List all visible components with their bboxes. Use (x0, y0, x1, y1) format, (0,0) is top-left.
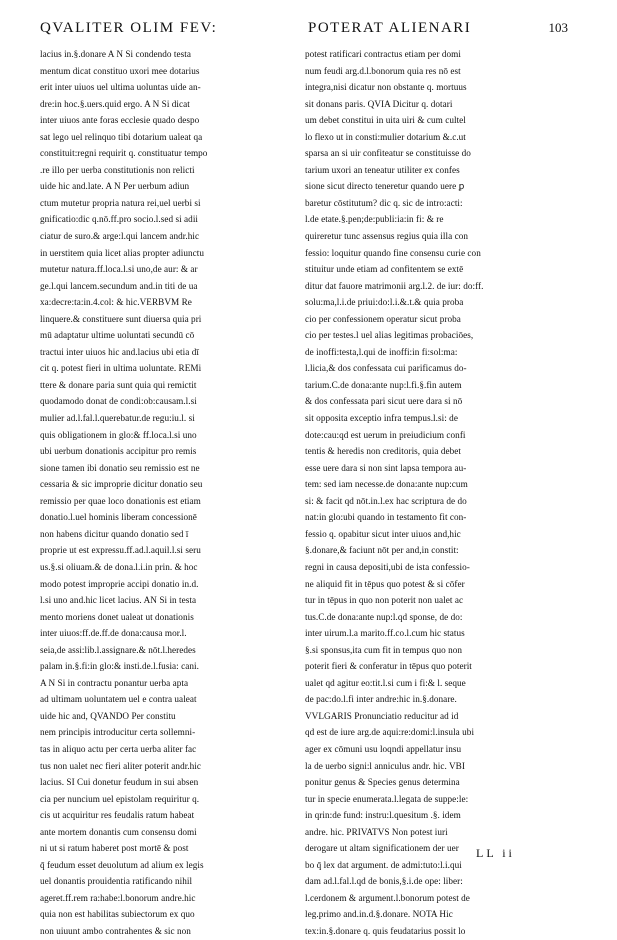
text-line: modo potest improprie accipi donatio in.d. (40, 578, 199, 589)
text-line: mutetur natura.ff.loca.l.si uno,de aur: & ar (40, 264, 198, 275)
text-line: lacius. SI Cui donetur feudum in sui absen (40, 777, 199, 788)
text-line: derogare ut altam significationem der uer (305, 843, 459, 854)
text-line: nem principis introducitur certa sollemni- (40, 727, 196, 738)
text-line: cessaria & sic improprie dicitur donatio seu (40, 479, 203, 490)
text-line: l.licia,& dos confessata cui parificamus do- (305, 363, 467, 374)
text-line: fessio q. opabitur sicut inter uiuos and,hic (305, 528, 461, 539)
text-line: inter uiuos ante foras ecclesie quado despo (40, 115, 200, 126)
text-line: donatio.l.uel hominis liberam concessionē (40, 512, 197, 523)
running-head-left: QVALITER OLIM FEV: (40, 20, 218, 36)
text-line: palam in.§.fi:in glo:& insti.de.l.fusia: cani. (40, 661, 199, 672)
text-line: tas in aliquo actu per certa uerba aliter fac (40, 743, 197, 754)
text-line: nat:in glo:ubi quando in testamento fit con- (305, 512, 467, 523)
text-line: num feudi arg.d.l.bonorum quia res nō est (305, 65, 461, 76)
text-line: esse uere dara si non sint lapsa tempora au- (305, 462, 467, 473)
text-line: tem: sed iam necesse.de dona:ante nup:cum (305, 479, 468, 490)
text-line: sione sicut directo teneretur quando uere ꝑ (305, 181, 465, 192)
text-line: sat lego uel relinquo tibi dotarium ualeat qa (40, 131, 203, 142)
text-line: bo q̄ lex dat argument. de admi:tuto:l.i.qui (305, 859, 462, 870)
text-line: uide hic and.late. A N Per uerbum adiun (40, 181, 190, 192)
text-line: constituit:regni requirit q. constituatur tempo (40, 148, 208, 159)
signature-mark: LL ii (476, 846, 515, 860)
text-line: q̄ feudum esset deuolutum ad alium ex legis (40, 859, 204, 870)
text-line: in uerstitem quia licet alias propter adiunctu (40, 247, 205, 258)
text-line: tus.C.de dona:ante nup:l.qd sponse, de do: (305, 611, 463, 622)
text-line: ge.l.qui lancem.secundum and.in titi de ua (40, 280, 198, 291)
text-line: proprie ut est expressu.ff.ad.l.aquil.l.si seru (40, 545, 201, 556)
text-line: dam ad.l.fal.l.qd de bonis,§.i.de ope: liber: (305, 876, 463, 887)
text-line: tur in tēpus in quo non poterit non ualet ac (305, 595, 464, 606)
text-line: .re illo per uerba constitutionis non relicti (40, 164, 195, 175)
text-line: de pac:do.l.fi inter andre:hic in.§.donare. (305, 694, 457, 705)
text-line: ne aliquid fit in tēpus quo potest & si cōfer (305, 578, 465, 589)
text-line: sione tamen ibi donatio seu remissio est ne (40, 462, 200, 473)
text-line: lacius in.§.donare A N Si condendo testa (40, 49, 192, 59)
text-line: sit donans paris. QVIA Dicitur q. dotari (305, 98, 453, 109)
text-line: & dos confessata pari sicut uere dara si nō (305, 396, 463, 407)
text-line: cia per nuncium uel epistolam requiritur q. (40, 793, 200, 804)
text-line: mulier ad.l.fal.l.querebatur.de regu:iu.l. si (40, 413, 195, 424)
text-line: integra,nisi dicatur non obstante q. mortuus (305, 82, 467, 93)
text-line: fessio: loquitur quando fine consensu curie con (305, 247, 481, 258)
text-line: tus non ualet nec fieri aliter poterit andr.hic (40, 760, 202, 771)
text-line: ciatur de suro.& arge:l.qui lancem andr.hic (40, 231, 200, 242)
text-line: us.§.si oliuam.& de dona.l.i.in prin. & hoc (40, 561, 198, 572)
text-line: ditur dat fauore matrimonii arg.l.2. de iur: do:ff. (305, 280, 484, 291)
text-line: ante mortem donantis cum consensu domi (40, 826, 197, 837)
text-line: stituitur unde etiam ad confitentem se extē (305, 264, 464, 275)
text-line: erit inter uiuos uel ultima uoluntas uide an- (40, 82, 201, 93)
text-line: solu:ma,l.i.de priui:do:l.i.&.t.& quia proba (305, 297, 464, 308)
text-line: ni ut si ratum haberet post mortē & post (40, 843, 189, 854)
text-line: uel donantis prouidentia ratificando nihil (40, 876, 193, 887)
text-line: tractui inter uiuos hic and.lacius ubi etia dī (40, 346, 199, 357)
text-line: §.donare,& faciunt nōt per and,in constit: (305, 545, 459, 556)
text-line: inter uirum.l.a marito.ff.co.l.cum hic status (305, 628, 465, 639)
text-line: A N Si in contractu ponantur uerba apta (40, 677, 189, 688)
text-line: la de uerbo signi:l anniculus andr. hic. VBI (305, 760, 465, 771)
text-line: ubi uerbum donationis accipitur pro remis (40, 446, 197, 457)
text-line: si: & facit qd nōt.in.l.ex hac scriptura de do (305, 495, 467, 506)
text-line: um debet constitui in uita uiri & cum cultel (305, 115, 466, 126)
text-line: non habens dicitur quando donatio sed ī (40, 528, 189, 539)
text-line: quodamodo donat de condi:ob:causam.l.si (40, 396, 197, 407)
text-line: uide hic and, QVANDO Per constitu (40, 710, 176, 721)
folio-number: 103 (548, 20, 568, 35)
text-line: ad ultimam uoluntatem uel e contra ualeat (40, 694, 197, 705)
text-line: xa:decre:ta:in.4.col: & hic.VERBVM Re (40, 297, 192, 308)
text-line: inter uiuos:ff.de.ff.de dona:causa mor.l. (40, 628, 187, 639)
text-line: ctum mutetur propria natura rei,uel uerbi si (40, 197, 201, 208)
text-line: ttere & donare paria sunt quia qui remictit (40, 379, 197, 390)
text-line: regni in causa depositi,ubi de ista confessio- (305, 561, 470, 572)
text-line: sparsa an si uir confiteatur se constituisse do (305, 148, 471, 159)
text-line: tarium.C.de dona:ante nup:l.fi.§.fin autem (305, 379, 462, 390)
text-line: cit q. potest fieri in ultima uoluntate. REMi (40, 363, 202, 374)
text-line: tex:in.§.donare q. quis feudatarius possit lo (305, 925, 466, 936)
text-line: mentum dicat constituo uxori mee dotarius (40, 65, 200, 76)
text-line: l.cerdonem & argument.l.bonorum potest de (305, 892, 470, 903)
text-line: linquere.& constituere sunt diuersa quia pri (40, 313, 202, 324)
text-line: lo flexo ut in consti:mulier dotarium &.c.ut (305, 131, 466, 142)
text-line: remissio per quae loco donationis est etiam (40, 495, 201, 506)
text-line: l.si uno and.hic licet lacius. AN Si in testa (40, 595, 197, 606)
text-line: ualet qd agitur eo:tit.l.si cum i fi:& l. seque (305, 677, 466, 688)
text-line: cio per confessionem operatur sicut proba (305, 313, 461, 324)
text-line: gnificatio:dic q.nō.ff.pro socio.l.sed si adii (40, 214, 199, 225)
text-line: seia,de assi:lib.l.assignare.& nōt.l.heredes (40, 644, 196, 655)
running-head-right: POTERAT ALIENARI (308, 20, 472, 36)
text-line: mū adaptatur ultime uoluntati secundū cō (40, 330, 195, 341)
text-line: in qrin:de fund: instru:l.quesitum .§. idem (305, 810, 461, 821)
text-line: l.de etate.§.pen;de:publi:ia:in fi: & re (305, 214, 444, 225)
text-line: §.si sponsus,ita cum fit in tempus quo non (305, 644, 463, 655)
text-line: cio per testes.l uel alias legitimas probaciōes, (305, 330, 474, 341)
text-line: non uiuunt ambo contrahentes & sic non (40, 925, 191, 936)
text-line: dote:cau:qd est uerum in preiudicium confi (305, 429, 466, 440)
right-column (305, 46, 567, 940)
text-line: poterit fieri & conferatur in tēpus quo poterit (305, 661, 472, 672)
text-line: leg.primo and.in.d.§.donare. NOTA Hic (305, 909, 453, 920)
text-line: potest ratificari contractus etiam per domi (305, 49, 461, 59)
running-head (36, 18, 568, 40)
text-line: quis obligationem in glo:& ff.loca.l.si uno (40, 429, 197, 440)
text-line: qd est de iure arg.de aqui:re:domi:l.insula ubi (305, 727, 475, 738)
text-line: quia non est habilitas subiectorum ex quo (40, 909, 195, 920)
text-line: VVLGARIS Pronunciatio reducitur ad id (305, 710, 459, 721)
text-line: cis ut acquiritur res feudalis ratum habeat (40, 810, 195, 821)
text-line: mento moriens donet ualeat ut donationis (40, 611, 194, 622)
text-line: ageret.ff.rem ra:habe:l.bonorum andre.hic (40, 892, 196, 903)
text-line: tentis & heredis non creditoris, quia debet (305, 446, 461, 457)
text-line: baretur cōstitutum? dic q. sic de intro:acti: (305, 197, 463, 208)
text-line: sit opposita exceptio infra tempus.l.si: de (305, 413, 458, 424)
text-line: tur in specie enumerata.l.legata de suppe:le: (305, 793, 469, 804)
left-column (40, 46, 292, 940)
text-line: ager ex cōmuni usu loqndi appellatur insu (305, 743, 462, 754)
text-line: de inoffi:testa,l.qui de inoffi:in fi:sol:ma: (305, 346, 458, 357)
text-line: andre. hic. PRIVATVS Non potest iuri (305, 826, 448, 837)
text-line: tarium uxori an teneatur utiliter ex confes (305, 164, 460, 175)
text-line: quireretur tunc assensus regius quia illa con (305, 231, 468, 242)
text-line: ponitur genus & Species genus determina (305, 777, 460, 788)
text-line: dre:in hoc.§.uers.quid ergo. A N Si dicat (40, 98, 190, 109)
